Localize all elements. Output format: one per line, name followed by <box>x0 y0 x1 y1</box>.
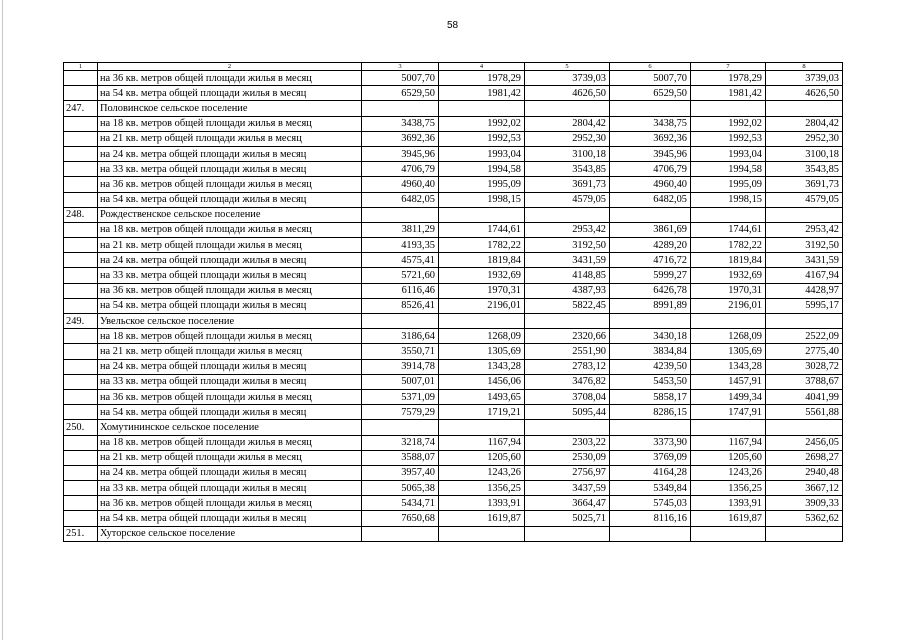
value-cell: 1268,09 <box>691 329 766 344</box>
settlement-header-row <box>64 420 843 435</box>
value-cell: 2196,01 <box>439 298 525 313</box>
empty-index-cell <box>64 465 98 480</box>
value-cell: 7650,68 <box>362 511 439 526</box>
value-cell: 1992,53 <box>439 131 525 146</box>
settlement-index: 247. <box>64 101 98 116</box>
table-row <box>64 298 843 313</box>
value-cell: 3909,33 <box>766 496 843 511</box>
value-cell: 8286,15 <box>610 405 691 420</box>
settlement-header-row <box>64 207 843 222</box>
settlement-index: 249. <box>64 314 98 329</box>
table-row <box>64 496 843 511</box>
value-cell: 2940,48 <box>766 465 843 480</box>
table-row <box>64 192 843 207</box>
value-cell: 2698,27 <box>766 450 843 465</box>
value-cell: 3373,90 <box>610 435 691 450</box>
row-label: на 54 кв. метра общей площади жилья в месяц <box>98 511 362 526</box>
empty-index-cell <box>64 86 98 101</box>
empty-cell <box>362 526 439 541</box>
settlement-header-row <box>64 101 843 116</box>
empty-cell <box>362 101 439 116</box>
value-cell: 1719,21 <box>439 405 525 420</box>
table-row <box>64 222 843 237</box>
value-cell: 3769,09 <box>610 450 691 465</box>
value-cell: 3431,59 <box>766 253 843 268</box>
value-cell: 2756,97 <box>525 465 610 480</box>
table-row <box>64 374 843 389</box>
value-cell: 1994,58 <box>691 162 766 177</box>
value-cell: 1744,61 <box>439 222 525 237</box>
empty-index-cell <box>64 405 98 420</box>
value-cell: 3192,50 <box>766 238 843 253</box>
empty-index-cell <box>64 131 98 146</box>
table-row <box>64 268 843 283</box>
value-cell: 4428,97 <box>766 283 843 298</box>
settlement-index: 248. <box>64 207 98 222</box>
empty-index-cell <box>64 116 98 131</box>
table-row <box>64 283 843 298</box>
table-row <box>64 389 843 404</box>
value-cell: 8116,16 <box>610 511 691 526</box>
value-cell: 3543,85 <box>525 162 610 177</box>
empty-cell <box>691 207 766 222</box>
value-cell: 2456,05 <box>766 435 843 450</box>
value-cell: 4706,79 <box>362 162 439 177</box>
table-row <box>64 465 843 480</box>
row-label: на 54 кв. метра общей площади жилья в месяц <box>98 405 362 420</box>
value-cell: 1819,84 <box>691 253 766 268</box>
empty-index-cell <box>64 511 98 526</box>
value-cell: 4167,94 <box>766 268 843 283</box>
value-cell: 1243,26 <box>439 465 525 480</box>
value-cell: 3667,12 <box>766 481 843 496</box>
value-cell: 5065,38 <box>362 481 439 496</box>
table-row <box>64 435 843 450</box>
value-cell: 2952,30 <box>766 131 843 146</box>
value-cell: 1343,28 <box>439 359 525 374</box>
empty-cell <box>362 207 439 222</box>
value-cell: 2953,42 <box>525 222 610 237</box>
table-row <box>64 253 843 268</box>
table-row <box>64 131 843 146</box>
empty-index-cell <box>64 222 98 237</box>
value-cell: 4164,28 <box>610 465 691 480</box>
row-label: на 33 кв. метра общей площади жилья в месяц <box>98 162 362 177</box>
value-cell: 4239,50 <box>610 359 691 374</box>
value-cell: 8526,41 <box>362 298 439 313</box>
empty-cell <box>766 207 843 222</box>
table-row <box>64 511 843 526</box>
value-cell: 1782,22 <box>691 238 766 253</box>
empty-index-cell <box>64 435 98 450</box>
table-row <box>64 146 843 161</box>
row-label: на 36 кв. метров общей площади жилья в месяц <box>98 496 362 511</box>
empty-cell <box>610 420 691 435</box>
value-cell: 5007,70 <box>362 71 439 86</box>
empty-index-cell <box>64 298 98 313</box>
empty-index-cell <box>64 344 98 359</box>
value-cell: 1992,02 <box>439 116 525 131</box>
value-cell: 5007,01 <box>362 374 439 389</box>
value-cell: 4193,35 <box>362 238 439 253</box>
value-cell: 3028,72 <box>766 359 843 374</box>
value-cell: 1619,87 <box>691 511 766 526</box>
value-cell: 1744,61 <box>691 222 766 237</box>
settlement-name: Половинское сельское поселение <box>98 101 362 116</box>
table-row <box>64 359 843 374</box>
row-label: на 33 кв. метра общей площади жилья в месяц <box>98 481 362 496</box>
value-cell: 7579,29 <box>362 405 439 420</box>
value-cell: 1978,29 <box>691 71 766 86</box>
empty-cell <box>766 314 843 329</box>
value-cell: 1619,87 <box>439 511 525 526</box>
row-label: на 21 кв. метр общей площади жилья в месяц <box>98 131 362 146</box>
empty-index-cell <box>64 496 98 511</box>
column-number: 4 <box>439 63 525 71</box>
value-cell: 1499,34 <box>691 389 766 404</box>
empty-cell <box>766 420 843 435</box>
value-cell: 3914,78 <box>362 359 439 374</box>
row-label: на 36 кв. метров общей площади жилья в месяц <box>98 71 362 86</box>
value-cell: 4041,99 <box>766 389 843 404</box>
value-cell: 3437,59 <box>525 481 610 496</box>
value-cell: 1393,91 <box>439 496 525 511</box>
row-label: на 54 кв. метра общей площади жилья в месяц <box>98 298 362 313</box>
table-row <box>64 450 843 465</box>
empty-index-cell <box>64 481 98 496</box>
table-row <box>64 177 843 192</box>
empty-index-cell <box>64 192 98 207</box>
value-cell: 3430,18 <box>610 329 691 344</box>
value-cell: 4579,05 <box>525 192 610 207</box>
value-cell: 6482,05 <box>610 192 691 207</box>
value-cell: 3861,69 <box>610 222 691 237</box>
empty-index-cell <box>64 162 98 177</box>
value-cell: 2551,90 <box>525 344 610 359</box>
value-cell: 5858,17 <box>610 389 691 404</box>
row-label: на 24 кв. метра общей площади жилья в месяц <box>98 146 362 161</box>
value-cell: 1167,94 <box>691 435 766 450</box>
value-cell: 1998,15 <box>439 192 525 207</box>
row-label: на 18 кв. метров общей площади жилья в месяц <box>98 116 362 131</box>
empty-cell <box>766 101 843 116</box>
value-cell: 1993,04 <box>691 146 766 161</box>
value-cell: 5822,45 <box>525 298 610 313</box>
empty-index-cell <box>64 146 98 161</box>
row-label: на 18 кв. метров общей площади жилья в месяц <box>98 435 362 450</box>
table-row <box>64 405 843 420</box>
value-cell: 3588,07 <box>362 450 439 465</box>
value-cell: 1356,25 <box>691 481 766 496</box>
value-cell: 6529,50 <box>610 86 691 101</box>
table-row <box>64 329 843 344</box>
row-label: на 33 кв. метра общей площади жилья в месяц <box>98 374 362 389</box>
empty-cell <box>691 526 766 541</box>
settlement-name: Увельское сельское поселение <box>98 314 362 329</box>
settlement-name: Хуторское сельское поселение <box>98 526 362 541</box>
settlement-name: Рождественское сельское поселение <box>98 207 362 222</box>
value-cell: 3438,75 <box>362 116 439 131</box>
value-cell: 1457,91 <box>691 374 766 389</box>
value-cell: 6116,46 <box>362 283 439 298</box>
value-cell: 1456,06 <box>439 374 525 389</box>
empty-cell <box>362 314 439 329</box>
value-cell: 1393,91 <box>691 496 766 511</box>
value-cell: 3218,74 <box>362 435 439 450</box>
empty-index-cell <box>64 238 98 253</box>
value-cell: 5999,27 <box>610 268 691 283</box>
value-cell: 2783,12 <box>525 359 610 374</box>
value-cell: 3692,36 <box>362 131 439 146</box>
value-cell: 3788,67 <box>766 374 843 389</box>
value-cell: 3100,18 <box>525 146 610 161</box>
value-cell: 2522,09 <box>766 329 843 344</box>
empty-cell <box>610 101 691 116</box>
value-cell: 4960,40 <box>362 177 439 192</box>
value-cell: 1305,69 <box>439 344 525 359</box>
table-row <box>64 86 843 101</box>
row-label: на 24 кв. метра общей площади жилья в месяц <box>98 465 362 480</box>
empty-cell <box>691 420 766 435</box>
value-cell: 1205,60 <box>439 450 525 465</box>
tariff-table <box>63 62 843 542</box>
table-row <box>64 238 843 253</box>
row-label: на 36 кв. метров общей площади жилья в месяц <box>98 177 362 192</box>
value-cell: 2804,42 <box>525 116 610 131</box>
empty-index-cell <box>64 450 98 465</box>
value-cell: 5434,71 <box>362 496 439 511</box>
value-cell: 4626,50 <box>525 86 610 101</box>
value-cell: 5349,84 <box>610 481 691 496</box>
value-cell: 5007,70 <box>610 71 691 86</box>
empty-cell <box>610 207 691 222</box>
value-cell: 3811,29 <box>362 222 439 237</box>
value-cell: 1970,31 <box>439 283 525 298</box>
empty-index-cell <box>64 268 98 283</box>
row-label: на 18 кв. метров общей площади жилья в месяц <box>98 329 362 344</box>
value-cell: 3708,04 <box>525 389 610 404</box>
settlement-name: Хомутининское сельское поселение <box>98 420 362 435</box>
value-cell: 3957,40 <box>362 465 439 480</box>
value-cell: 3100,18 <box>766 146 843 161</box>
value-cell: 1305,69 <box>691 344 766 359</box>
row-label: на 21 кв. метр общей площади жилья в месяц <box>98 344 362 359</box>
value-cell: 1932,69 <box>439 268 525 283</box>
value-cell: 3945,96 <box>610 146 691 161</box>
value-cell: 3834,84 <box>610 344 691 359</box>
value-cell: 6482,05 <box>362 192 439 207</box>
empty-cell <box>525 101 610 116</box>
value-cell: 2804,42 <box>766 116 843 131</box>
column-number: 5 <box>525 63 610 71</box>
value-cell: 4706,79 <box>610 162 691 177</box>
value-cell: 3692,36 <box>610 131 691 146</box>
value-cell: 2320,66 <box>525 329 610 344</box>
empty-cell <box>525 207 610 222</box>
value-cell: 5371,09 <box>362 389 439 404</box>
empty-index-cell <box>64 71 98 86</box>
empty-cell <box>362 420 439 435</box>
value-cell: 5453,50 <box>610 374 691 389</box>
empty-cell <box>439 101 525 116</box>
row-label: на 33 кв. метра общей площади жилья в месяц <box>98 268 362 283</box>
empty-cell <box>525 420 610 435</box>
value-cell: 8991,89 <box>610 298 691 313</box>
value-cell: 1970,31 <box>691 283 766 298</box>
value-cell: 1932,69 <box>691 268 766 283</box>
value-cell: 2953,42 <box>766 222 843 237</box>
column-number-row <box>64 63 843 71</box>
value-cell: 4387,93 <box>525 283 610 298</box>
value-cell: 5995,17 <box>766 298 843 313</box>
value-cell: 5095,44 <box>525 405 610 420</box>
value-cell: 1993,04 <box>439 146 525 161</box>
row-label: на 36 кв. метров общей площади жилья в месяц <box>98 283 362 298</box>
value-cell: 3739,03 <box>766 71 843 86</box>
value-cell: 1167,94 <box>439 435 525 450</box>
value-cell: 2530,09 <box>525 450 610 465</box>
value-cell: 4575,41 <box>362 253 439 268</box>
empty-cell <box>610 526 691 541</box>
value-cell: 1268,09 <box>439 329 525 344</box>
value-cell: 1343,28 <box>691 359 766 374</box>
empty-cell <box>439 207 525 222</box>
row-label: на 18 кв. метров общей площади жилья в месяц <box>98 222 362 237</box>
settlement-header-row <box>64 314 843 329</box>
row-label: на 21 кв. метр общей площади жилья в месяц <box>98 238 362 253</box>
value-cell: 1782,22 <box>439 238 525 253</box>
value-cell: 3691,73 <box>766 177 843 192</box>
table-row <box>64 481 843 496</box>
value-cell: 1356,25 <box>439 481 525 496</box>
value-cell: 3664,47 <box>525 496 610 511</box>
empty-cell <box>525 314 610 329</box>
value-cell: 1981,42 <box>439 86 525 101</box>
scan-edge-line <box>2 0 3 640</box>
value-cell: 5561,88 <box>766 405 843 420</box>
column-number: 2 <box>98 63 362 71</box>
value-cell: 5745,03 <box>610 496 691 511</box>
empty-cell <box>610 314 691 329</box>
value-cell: 1819,84 <box>439 253 525 268</box>
value-cell: 3476,82 <box>525 374 610 389</box>
value-cell: 3431,59 <box>525 253 610 268</box>
value-cell: 1981,42 <box>691 86 766 101</box>
value-cell: 5362,62 <box>766 511 843 526</box>
value-cell: 1994,58 <box>439 162 525 177</box>
value-cell: 4960,40 <box>610 177 691 192</box>
value-cell: 1747,91 <box>691 405 766 420</box>
value-cell: 2775,40 <box>766 344 843 359</box>
value-cell: 1995,09 <box>439 177 525 192</box>
empty-index-cell <box>64 329 98 344</box>
settlement-header-row <box>64 526 843 541</box>
value-cell: 1995,09 <box>691 177 766 192</box>
column-number: 8 <box>766 63 843 71</box>
value-cell: 4626,50 <box>766 86 843 101</box>
settlement-index: 251. <box>64 526 98 541</box>
table-row <box>64 116 843 131</box>
value-cell: 1243,26 <box>691 465 766 480</box>
value-cell: 4716,72 <box>610 253 691 268</box>
empty-index-cell <box>64 374 98 389</box>
empty-cell <box>439 420 525 435</box>
row-label: на 24 кв. метра общей площади жилья в месяц <box>98 253 362 268</box>
value-cell: 4148,85 <box>525 268 610 283</box>
empty-cell <box>439 526 525 541</box>
empty-cell <box>439 314 525 329</box>
value-cell: 1493,65 <box>439 389 525 404</box>
value-cell: 1992,02 <box>691 116 766 131</box>
row-label: на 54 кв. метра общей площади жилья в месяц <box>98 86 362 101</box>
value-cell: 5025,71 <box>525 511 610 526</box>
value-cell: 3186,64 <box>362 329 439 344</box>
column-number: 1 <box>64 63 98 71</box>
value-cell: 5721,60 <box>362 268 439 283</box>
value-cell: 1978,29 <box>439 71 525 86</box>
value-cell: 2303,22 <box>525 435 610 450</box>
value-cell: 3438,75 <box>610 116 691 131</box>
empty-index-cell <box>64 389 98 404</box>
empty-index-cell <box>64 177 98 192</box>
value-cell: 4579,05 <box>766 192 843 207</box>
table-row <box>64 344 843 359</box>
empty-cell <box>766 526 843 541</box>
value-cell: 3739,03 <box>525 71 610 86</box>
value-cell: 4289,20 <box>610 238 691 253</box>
value-cell: 6426,78 <box>610 283 691 298</box>
page-number: 58 <box>446 20 459 31</box>
empty-index-cell <box>64 283 98 298</box>
empty-index-cell <box>64 359 98 374</box>
value-cell: 2952,30 <box>525 131 610 146</box>
column-number: 6 <box>610 63 691 71</box>
table-row <box>64 162 843 177</box>
value-cell: 1205,60 <box>691 450 766 465</box>
value-cell: 1998,15 <box>691 192 766 207</box>
empty-index-cell <box>64 253 98 268</box>
value-cell: 3691,73 <box>525 177 610 192</box>
value-cell: 2196,01 <box>691 298 766 313</box>
row-label: на 24 кв. метра общей площади жилья в месяц <box>98 359 362 374</box>
row-label: на 54 кв. метра общей площади жилья в месяц <box>98 192 362 207</box>
empty-cell <box>525 526 610 541</box>
value-cell: 3550,71 <box>362 344 439 359</box>
settlement-index: 250. <box>64 420 98 435</box>
column-number: 7 <box>691 63 766 71</box>
value-cell: 6529,50 <box>362 86 439 101</box>
empty-cell <box>691 314 766 329</box>
value-cell: 3543,85 <box>766 162 843 177</box>
table-row <box>64 71 843 86</box>
row-label: на 36 кв. метров общей площади жилья в месяц <box>98 389 362 404</box>
empty-cell <box>691 101 766 116</box>
column-number: 3 <box>362 63 439 71</box>
value-cell: 3945,96 <box>362 146 439 161</box>
row-label: на 21 кв. метр общей площади жилья в месяц <box>98 450 362 465</box>
value-cell: 3192,50 <box>525 238 610 253</box>
value-cell: 1992,53 <box>691 131 766 146</box>
